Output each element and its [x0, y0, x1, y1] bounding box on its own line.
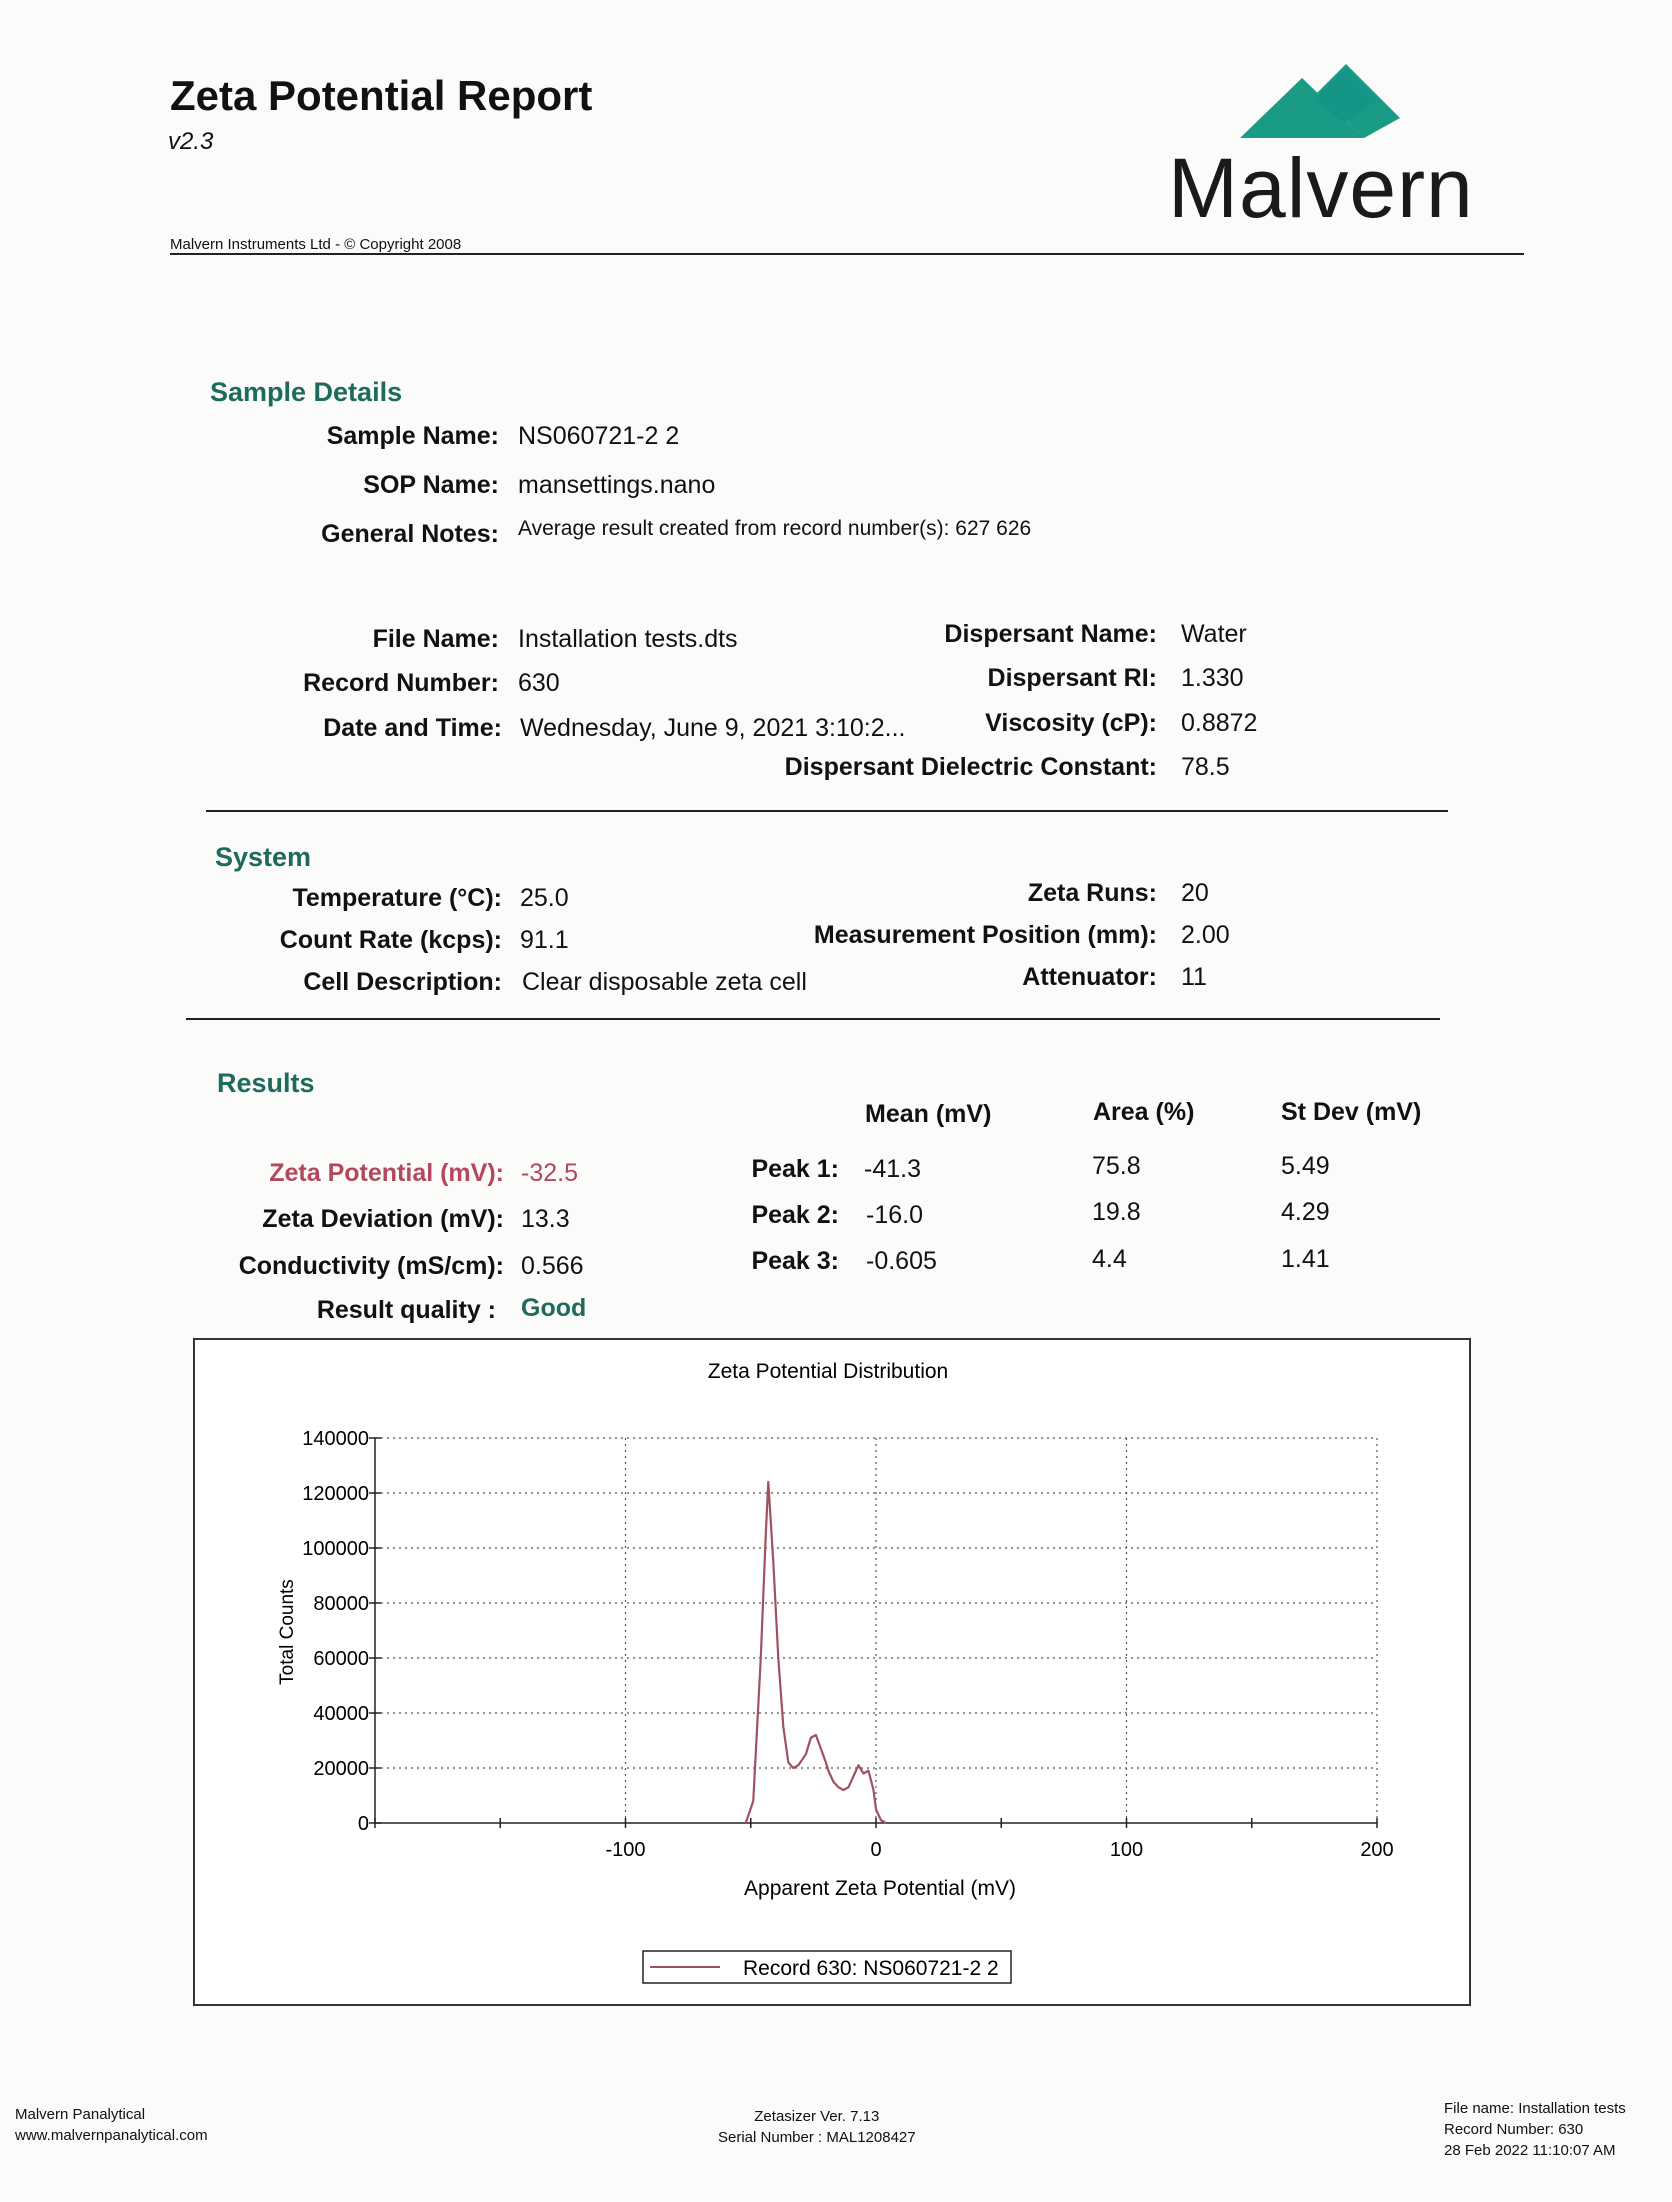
zeta-runs-label: Zeta Runs:	[1027, 879, 1157, 907]
general-notes-label: General Notes:	[321, 520, 499, 548]
count-rate-label: Count Rate (kcps):	[279, 926, 502, 954]
date-time-value: Wednesday, June 9, 2021 3:10:2...	[520, 714, 906, 742]
dispersant-ri-label: Dispersant RI:	[987, 664, 1157, 692]
system-heading: System	[215, 842, 312, 872]
peak-2-area: 19.8	[1092, 1198, 1141, 1226]
temperature-label: Temperature (°C):	[292, 884, 502, 912]
viscosity-label: Viscosity (cP):	[985, 709, 1157, 737]
dispersant-ri-value: 1.330	[1181, 664, 1244, 692]
measurement-position-label: Measurement Position (mm):	[813, 921, 1157, 949]
zeta-potential-value: -32.5	[521, 1159, 578, 1187]
footer-software-version: Zetasizer Ver. 7.13	[754, 2108, 880, 2125]
measurement-position-value: 2.00	[1181, 921, 1230, 949]
results-heading: Results	[217, 1068, 315, 1098]
y-tick-label: 0	[357, 1813, 369, 1835]
y-tick-label: 100000	[302, 1538, 369, 1560]
file-name-value: Installation tests.dts	[518, 625, 738, 653]
viscosity-value: 0.8872	[1181, 709, 1258, 737]
chart-series	[746, 1482, 886, 1823]
chart-title: Zeta Potential Distribution	[707, 1360, 949, 1383]
system-divider	[186, 1018, 1440, 1020]
file-name-label: File Name:	[372, 625, 499, 653]
y-tick-label: 20000	[313, 1758, 369, 1780]
peak-3-mean: -0.605	[866, 1247, 937, 1275]
record-number-label: Record Number:	[303, 669, 499, 697]
cell-description-value: Clear disposable zeta cell	[522, 968, 807, 996]
temperature-value: 25.0	[520, 884, 569, 912]
peak-2-label: Peak 2:	[751, 1201, 839, 1229]
sop-name-label: SOP Name:	[363, 471, 499, 499]
area-column-header: Area (%)	[1093, 1098, 1195, 1126]
conductivity-value: 0.566	[521, 1252, 584, 1280]
series-line	[746, 1482, 886, 1823]
result-quality-value: Good	[521, 1294, 587, 1322]
sample-details-heading: Sample Details	[210, 377, 403, 407]
zeta-potential-label: Zeta Potential (mV):	[269, 1159, 504, 1187]
dispersant-name-label: Dispersant Name:	[944, 620, 1157, 648]
x-tick-label: 100	[1109, 1839, 1144, 1861]
peak-3-stdev: 1.41	[1281, 1245, 1330, 1273]
footer-record-number: Record Number: 630	[1444, 2121, 1584, 2138]
stdev-column-header: St Dev (mV)	[1281, 1098, 1422, 1126]
sop-name-value: mansettings.nano	[518, 471, 716, 499]
malvern-logo-icon	[1240, 62, 1420, 140]
y-tick-label: 80000	[313, 1593, 369, 1615]
x-tick-label: 200	[1360, 1839, 1394, 1861]
cell-description-label: Cell Description:	[303, 968, 502, 996]
peak-3-label: Peak 3:	[751, 1247, 839, 1275]
dispersant-name-value: Water	[1181, 620, 1247, 648]
sample-name-value: NS060721-2 2	[518, 422, 680, 450]
zeta-distribution-chart	[195, 1340, 1467, 2002]
report-title: Zeta Potential Report	[170, 72, 593, 119]
chart-grid	[375, 1438, 1377, 1823]
x-axis-label: Apparent Zeta Potential (mV)	[744, 1877, 1016, 1900]
footer-file-name: File name: Installation tests	[1444, 2100, 1626, 2117]
zeta-runs-value: 20	[1181, 879, 1209, 907]
sample-details-divider	[206, 810, 1448, 812]
peak-1-mean: -41.3	[864, 1155, 921, 1183]
general-notes-value: Average result created from record number(s): 627 626	[518, 517, 1032, 540]
footer-timestamp: 28 Feb 2022 11:10:07 AM	[1444, 2142, 1616, 2159]
x-tick-label: 0	[870, 1839, 882, 1861]
peak-2-mean: -16.0	[866, 1201, 923, 1229]
dielectric-constant-value: 78.5	[1181, 753, 1230, 781]
peak-2-stdev: 4.29	[1281, 1198, 1330, 1226]
date-time-label: Date and Time:	[323, 714, 502, 742]
peak-3-area: 4.4	[1092, 1245, 1127, 1273]
footer-left	[15, 2104, 208, 2146]
legend-label: Record 630: NS060721-2 2	[743, 1957, 999, 1980]
record-number-value: 630	[518, 669, 560, 697]
peak-1-label: Peak 1:	[751, 1155, 839, 1183]
dielectric-constant-label: Dispersant Dielectric Constant:	[784, 753, 1157, 781]
y-axis-label: Total Counts	[277, 1579, 298, 1685]
peak-1-area: 75.8	[1092, 1152, 1141, 1180]
y-tick-label: 120000	[302, 1483, 369, 1505]
footer-middle	[718, 2106, 916, 2148]
x-tick-label: -100	[605, 1839, 646, 1861]
footer-right	[1444, 2098, 1626, 2161]
mean-column-header: Mean (mV)	[865, 1100, 992, 1128]
chart-legend	[643, 1951, 1011, 1983]
y-tick-label: 140000	[302, 1428, 369, 1450]
footer-website[interactable]: www.malvernpanalytical.com	[15, 2127, 208, 2144]
attenuator-label: Attenuator:	[1022, 963, 1157, 991]
attenuator-value: 11	[1181, 963, 1207, 991]
peak-1-stdev: 5.49	[1281, 1152, 1330, 1180]
header-divider	[170, 253, 1524, 255]
y-tick-label: 60000	[313, 1648, 369, 1670]
brand-name: Malvern	[1168, 141, 1474, 235]
zeta-deviation-label: Zeta Deviation (mV):	[262, 1205, 504, 1233]
report-version: v2.3	[168, 128, 214, 155]
count-rate-value: 91.1	[520, 926, 569, 954]
sample-name-label: Sample Name:	[326, 422, 499, 450]
zeta-deviation-value: 13.3	[521, 1205, 570, 1233]
conductivity-label: Conductivity (mS/cm):	[238, 1252, 504, 1280]
footer-company: Malvern Panalytical	[15, 2106, 146, 2123]
y-tick-label: 40000	[313, 1703, 369, 1725]
copyright-notice: Malvern Instruments Ltd - © Copyright 2008	[170, 236, 462, 253]
footer-serial-number: Serial Number : MAL1208427	[718, 2129, 916, 2146]
result-quality-label: Result quality :	[316, 1296, 496, 1324]
